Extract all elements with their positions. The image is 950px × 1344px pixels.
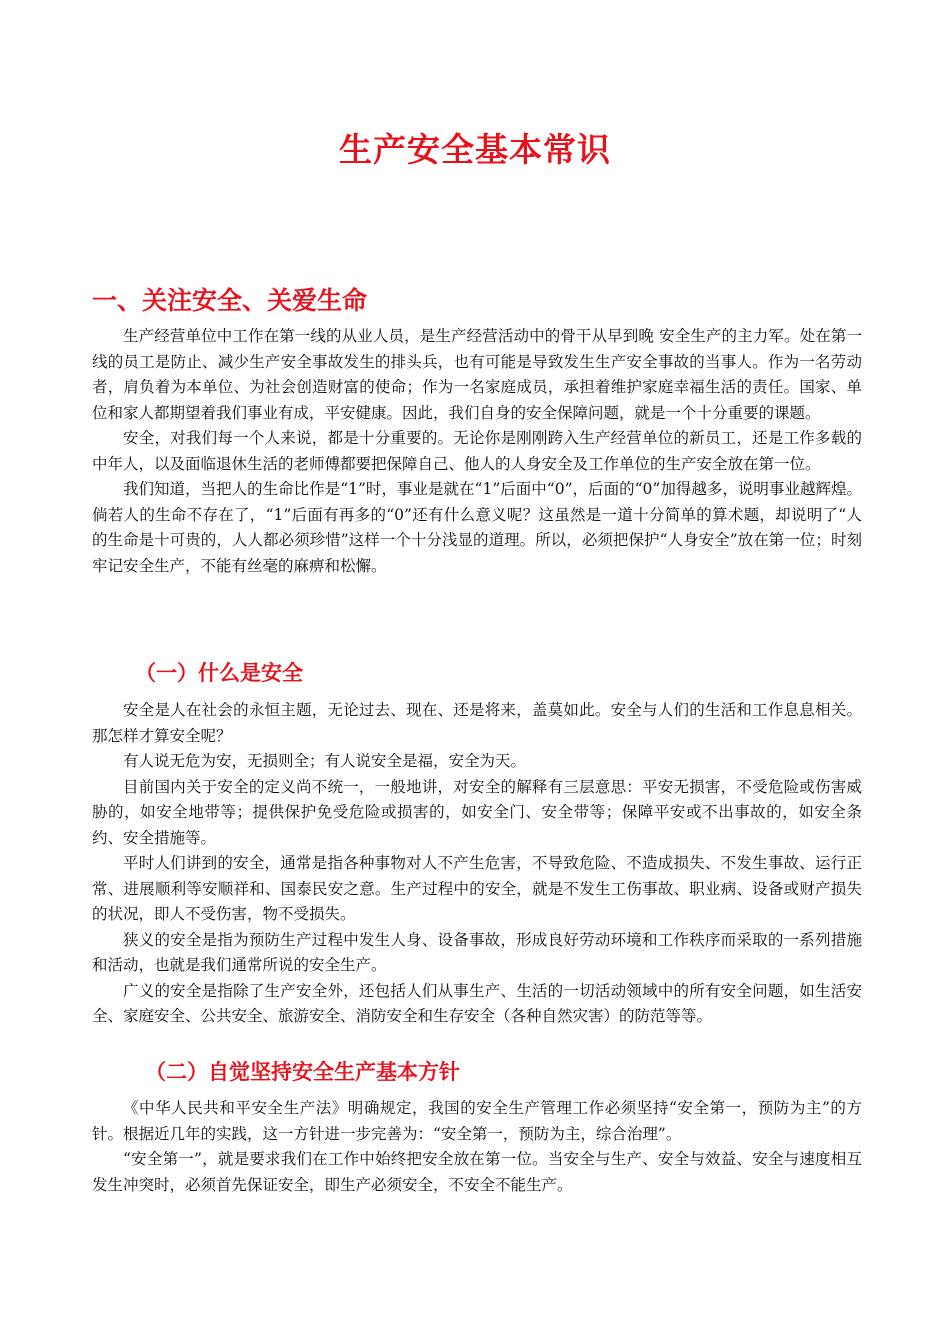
paragraph: “安全第一”，就是要求我们在工作中始终把安全放在第一位。当安全与生产、安全与效益、安全与速度相互发生冲突时，必须首先保证安全，即生产必须安全，不安全不能生产。 <box>92 1150 862 1194</box>
paragraph: 安全是人在社会的永恒主题，无论过去、现在、还是将来，盖莫如此。安全与人们的生活和工作息息相关。那怎样才算安全呢？ <box>92 701 862 745</box>
section-1-body <box>92 324 862 579</box>
subsection-heading-2: （二）自觉坚持安全生产基本方针 <box>145 1060 460 1084</box>
subsection-heading-1: （一）什么是安全 <box>135 661 303 685</box>
paragraph: 平时人们讲到的安全，通常是指各种事物对人不产生危害，不导致危险、不造成损失、不发生事故、运行正常、进展顺利等安顺祥和、国泰民安之意。生产过程中的安全，就是不发生工伤事故、职业病、设备或财产损失的状况，即人不受伤害，物不受损失。 <box>92 854 862 923</box>
paragraph: 《中华人民共和平安全生产法》明确规定，我国的安全生产管理工作必须坚持“安全第一，预防为主”的方针。根据近几年的实践，这一方针进一步完善为：“安全第一，预防为主，综合治理”。 <box>92 1099 862 1143</box>
paragraph: 狭义的安全是指为预防生产过程中发生人身、设备事故，形成良好劳动环境和工作秩序而采取的一系列措施和活动，也就是我们通常所说的安全生产。 <box>92 930 862 974</box>
paragraph: 有人说无危为安，无损则全；有人说安全是福，安全为天。 <box>123 752 527 770</box>
subsection-1-body <box>92 698 862 1030</box>
paragraph: 目前国内关于安全的定义尚不统一，一般地讲，对安全的解释有三层意思：平安无损害，不受危险或伤害威胁的，如安全地带等；提供保护免受危险或损害的，如安全门、安全带等；保障平安或不出事故的，如安全条约、安全措施等。 <box>92 777 862 847</box>
paragraph: 广义的安全是指除了生产安全外，还包括人们从事生产、生活的一切活动领域中的所有安全问题，如生活安全、家庭安全、公共安全、旅游安全、消防安全和生存安全（各种自然灾害）的防范等等。 <box>92 981 862 1025</box>
section-heading-1: 一、关注安全、关爱生命 <box>92 286 368 315</box>
paragraph: 生产经营单位中工作在第一线的从业人员，是生产经营活动中的骨干从早到晚 安全生产的主力军。处在第一线的员工是防止、减少生产安全事故发生的排头兵，也有可能是导致发生生产安全事故的当事人。作为一名劳动者，肩负着为本单位、为社会创造财富的使命；作为一名家庭成员，承担着维护家庭幸福生活的责任。国家、单位和家人都期望着我们事业有成，平安健康。因此，我们自身的安全保障问题，就是一个十分重要的课题。 <box>92 327 862 422</box>
paragraph: 安全，对我们每一个人来说，都是十分重要的。无论你是刚刚跨入生产经营单位的新员工，还是工作多载的中年人，以及面临退休生活的老师傅都要把保障自己、他人的人身安全及工作单位的生产安全放在第一位。 <box>92 429 862 473</box>
paragraph: 我们知道，当把人的生命比作是“1”时，事业是就在“1”后面中“0”，后面的“0”加得越多，说明事业越辉煌。倘若人的生命不存在了，“1”后面有再多的“0”还有什么意义呢？这虽然是一道十分简单的算术题，却说明了“人的生命是十可贵的，人人都必须珍惜”这样一个十分浅显的道理。所以，必须把保护“人身安全”放在第一位；时刻牢记安全生产，不能有丝毫的麻痹和松懈。 <box>92 480 862 575</box>
subsection-2-body <box>92 1096 862 1198</box>
document-title: 生产安全基本常识 <box>339 130 611 169</box>
